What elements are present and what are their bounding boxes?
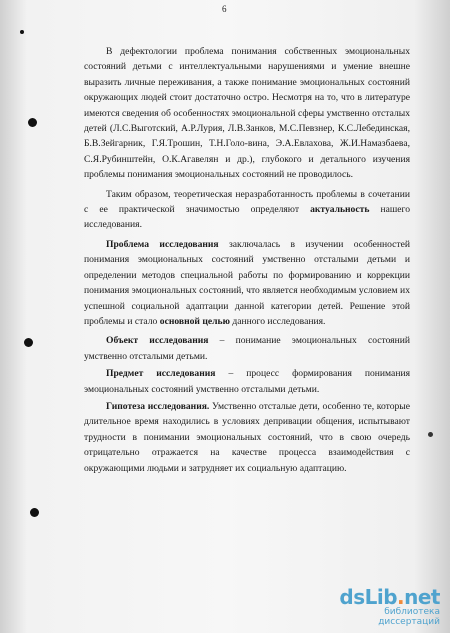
binder-hole-mark [28, 118, 37, 127]
logo-dot: . [397, 585, 405, 609]
term-relevance: актуальность [310, 204, 370, 216]
text-run: – понимание эмоциональных состояний умственно отсталыми детьми. [84, 335, 410, 362]
term-subject: Предмет исследования [106, 368, 216, 380]
dslib-watermark [320, 585, 440, 627]
page-number: 6 [222, 4, 227, 14]
logo-tld-text: net [404, 585, 440, 609]
binder-hole-mark [24, 338, 33, 347]
text-run: – процесс формирования понимания эмоциональных состояний умственно отсталыми детьми. [84, 368, 410, 395]
term-object: Объект исследования [106, 335, 209, 347]
paragraph-problem [84, 237, 410, 329]
logo-main-text: dsLib [339, 585, 398, 609]
term-problem: Проблема исследования [106, 238, 219, 250]
binder-hole-mark [30, 508, 39, 517]
watermark-subtitle: библиотека диссертаций [378, 607, 440, 627]
body-text [84, 44, 410, 480]
text-run: нашего исследования. [84, 204, 410, 231]
text-run: Умственно отсталые дети, особенно те, которые длительное время находились в условиях депривации общения, испытывают трудности в понимании эмоциональных состояний, что в свою очередь отрицательно отражается на качестве процесса взаимодействия с окружающими людьми и затрудняет их социальную адаптацию. [84, 400, 411, 474]
term-goal: основной целью [159, 315, 230, 327]
paragraph-object [84, 333, 410, 364]
scan-speck [428, 432, 433, 437]
text-run: заключалась в изучении особенностей понимания эмоциональных состояний умственно отсталыми детьми и определении методов специальной работы по формированию и коррекции понимания эмоциональных состояний, что является необходимым условием их успешной социальной адаптации данной категории детей. Решение этой проблемы и стало [84, 238, 410, 327]
text-run: данного исследования. [229, 315, 326, 327]
paragraph-relevance [84, 187, 410, 233]
paragraph-hypothesis [84, 399, 410, 476]
paragraph-subject [84, 366, 410, 397]
scan-speck [20, 30, 24, 34]
text-run: Таким образом, теоретическая неразработанность проблемы в сочетании с ее практической значимостью определяют [84, 188, 410, 216]
watermark-logo [320, 585, 440, 609]
term-hypothesis: Гипотеза исследования. [106, 400, 210, 412]
paragraph-relevance-context: В дефектологии проблема понимания собственных эмоциональных состояний детьми с интеллектуальными нарушениями и умение внешне выразить личные переживания, а также понимание эмоциональных состояний окружающих людей стоит достаточно остро. Несмотря на то, что в литературе имеются сведения об особенностях эмоциональной сферы умственно отсталых детей (Л.С.Выготский, А.Р.Лурия, Л.В.Занков, М.С.Певзнер, К.С.Лебединская, Б.В.Зейгарник, Г.Я.Трошин, Т.Н.Голо-вина, Э.А.Евлахова, Ж.И.Намазбаева, С.Я.Рубинштейн, О.К.Агавелян и др.), глубокого и детального изучения проблемы понимания эмоциональных состояний не проводилось. [84, 46, 410, 181]
